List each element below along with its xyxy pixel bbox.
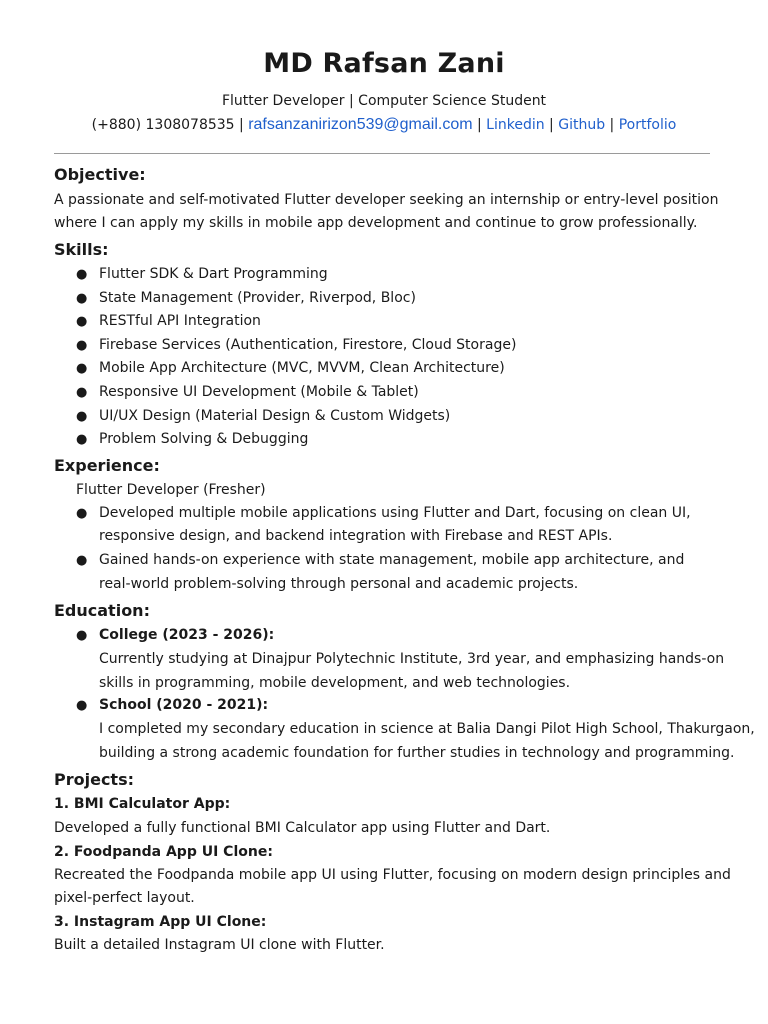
experience-heading: Experience: [54, 456, 160, 475]
bullet-icon: ● [76, 314, 88, 329]
header-divider [54, 153, 710, 154]
education-title: School (2020 - 2021): [99, 697, 269, 713]
separator: | [472, 117, 487, 133]
separator: | [234, 117, 249, 133]
github-link[interactable]: Github [558, 117, 606, 133]
project-line: Recreated the Foodpanda mobile app UI using Flutter, focusing on modern design principles and [54, 867, 731, 883]
experience-line: Gained hands-on experience with state management, mobile app architecture, and [99, 552, 685, 568]
education-line: I completed my secondary education in science at Balia Dangi Pilot High School, Thakurgaon, [99, 721, 755, 737]
bullet-icon: ● [76, 506, 88, 521]
skill-item: UI/UX Design (Material Design & Custom Widgets) [99, 408, 451, 424]
experience-line: real-world problem-solving through personal and academic projects. [99, 576, 579, 592]
project-line: pixel-perfect layout. [54, 890, 195, 906]
objective-heading: Objective: [54, 165, 146, 184]
phone-number: (+880) 1308078535 [91, 117, 235, 133]
objective-line: where I can apply my skills in mobile app development and continue to grow professionally. [54, 215, 698, 231]
experience-line: responsive design, and backend integration with Firebase and REST APIs. [99, 528, 613, 544]
skills-heading: Skills: [54, 240, 109, 259]
education-heading: Education: [54, 601, 150, 620]
bullet-icon: ● [76, 361, 88, 376]
bullet-icon: ● [76, 385, 88, 400]
project-line: Built a detailed Instagram UI clone with Flutter. [54, 937, 385, 953]
bullet-icon: ● [76, 628, 88, 643]
bullet-icon: ● [76, 432, 88, 447]
linkedin-link[interactable]: Linkedin [486, 117, 545, 133]
candidate-name: MD Rafsan Zani [263, 48, 505, 79]
bullet-icon: ● [76, 338, 88, 353]
bullet-icon: ● [76, 291, 88, 306]
experience-line: Developed multiple mobile applications using Flutter and Dart, focusing on clean UI, [99, 505, 691, 521]
skill-item: Problem Solving & Debugging [99, 431, 309, 447]
portfolio-link[interactable]: Portfolio [618, 117, 677, 133]
project-title: 3. Instagram App UI Clone: [54, 914, 267, 930]
project-line: Developed a fully functional BMI Calculator app using Flutter and Dart. [54, 820, 551, 836]
projects-heading: Projects: [54, 770, 134, 789]
bullet-icon: ● [76, 409, 88, 424]
objective-line: A passionate and self-motivated Flutter developer seeking an internship or entry-level position [54, 192, 719, 208]
bullet-icon: ● [76, 553, 88, 568]
skill-item: RESTful API Integration [99, 313, 261, 329]
email-link[interactable]: rafsanzanirizon539@gmail.com [248, 116, 473, 133]
skill-item: Responsive UI Development (Mobile & Tablet) [99, 384, 419, 400]
education-line: Currently studying at Dinajpur Polytechnic Institute, 3rd year, and emphasizing hands-on [99, 651, 725, 667]
separator: | [605, 117, 619, 133]
skill-item: Mobile App Architecture (MVC, MVVM, Clean Architecture) [99, 360, 505, 376]
education-title: College (2023 - 2026): [99, 627, 275, 643]
skill-item: Firebase Services (Authentication, Firestore, Cloud Storage) [99, 337, 517, 353]
contact-line [0, 116, 768, 134]
bullet-icon: ● [76, 267, 88, 282]
job-subtitle: Flutter Developer | Computer Science Student [221, 93, 547, 109]
education-line: skills in programming, mobile development, and web technologies. [99, 675, 571, 691]
separator: | [544, 117, 559, 133]
education-line: building a strong academic foundation for further studies in technology and programming. [99, 745, 735, 761]
project-title: 2. Foodpanda App UI Clone: [54, 844, 273, 860]
project-title: 1. BMI Calculator App: [54, 796, 231, 812]
experience-role: Flutter Developer (Fresher) [76, 482, 266, 498]
bullet-icon: ● [76, 698, 88, 713]
skill-item: State Management (Provider, Riverpod, Bloc) [99, 290, 416, 306]
skill-item: Flutter SDK & Dart Programming [99, 266, 328, 282]
